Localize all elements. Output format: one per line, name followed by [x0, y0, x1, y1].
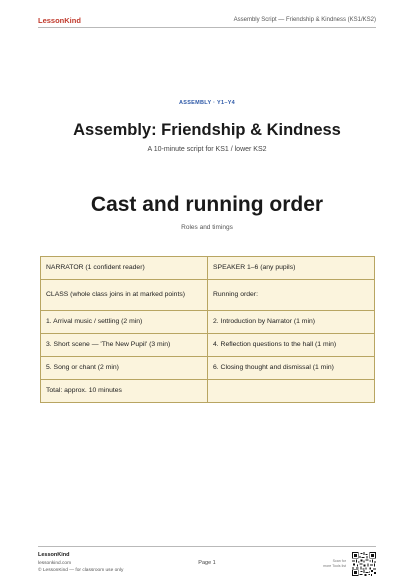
- table-cell: 4. Reflection questions to the hall (1 min): [208, 334, 375, 357]
- footer-website-link[interactable]: lessonkind.com: [38, 561, 72, 566]
- table-row: [41, 380, 375, 403]
- table-cell: Total: approx. 10 minutes: [41, 380, 208, 403]
- cast-table: [40, 256, 375, 403]
- page-title: Assembly: Friendship & Kindness: [73, 121, 341, 139]
- section-title: Cast and running order: [90, 193, 324, 216]
- table-cell: [208, 380, 375, 403]
- table-cell: 6. Closing thought and dismissal (1 min): [208, 357, 375, 380]
- table-row: [41, 257, 375, 280]
- table-cell: 5. Song or chant (2 min): [41, 357, 208, 380]
- scan-caption-line: Scan for: [332, 559, 346, 563]
- table-row: [41, 311, 375, 334]
- table-cell: NARRATOR (1 confident reader): [41, 257, 208, 280]
- page-subtitle: A 10-minute script for KS1 / lower KS2: [147, 146, 267, 153]
- document-title: Assembly Script — Friendship & Kindness (KS1/KS2): [233, 17, 376, 23]
- table-row: [41, 280, 375, 311]
- table-cell: 2. Introduction by Narrator (1 min): [208, 311, 375, 334]
- brand-logo[interactable]: LessonKind: [38, 16, 81, 25]
- scan-caption: [318, 559, 346, 568]
- table-cell: 1. Arrival music / settling (2 min): [41, 311, 208, 334]
- table-cell: Running order:: [208, 280, 375, 311]
- table-cell: CLASS (whole class joins in at marked points): [41, 280, 208, 311]
- footer-brand: LessonKind: [38, 552, 70, 558]
- table-cell: 3. Short scene — 'The New Pupil' (3 min): [41, 334, 208, 357]
- table-row: [41, 357, 375, 380]
- scan-caption-line: more Tools list: [323, 563, 346, 568]
- page-footer: [38, 546, 376, 576]
- section-subtitle: Roles and timings: [181, 224, 233, 231]
- qr-code-icon[interactable]: [352, 552, 376, 576]
- eyebrow-label: ASSEMBLY · Y1–Y4: [178, 100, 236, 106]
- page-header: [38, 14, 376, 28]
- footer-copyright: © LessonKind — for classroom use only: [38, 568, 124, 573]
- table-cell: SPEAKER 1–6 (any pupils): [208, 257, 375, 280]
- table-row: [41, 334, 375, 357]
- page-number: Page 1: [198, 560, 216, 566]
